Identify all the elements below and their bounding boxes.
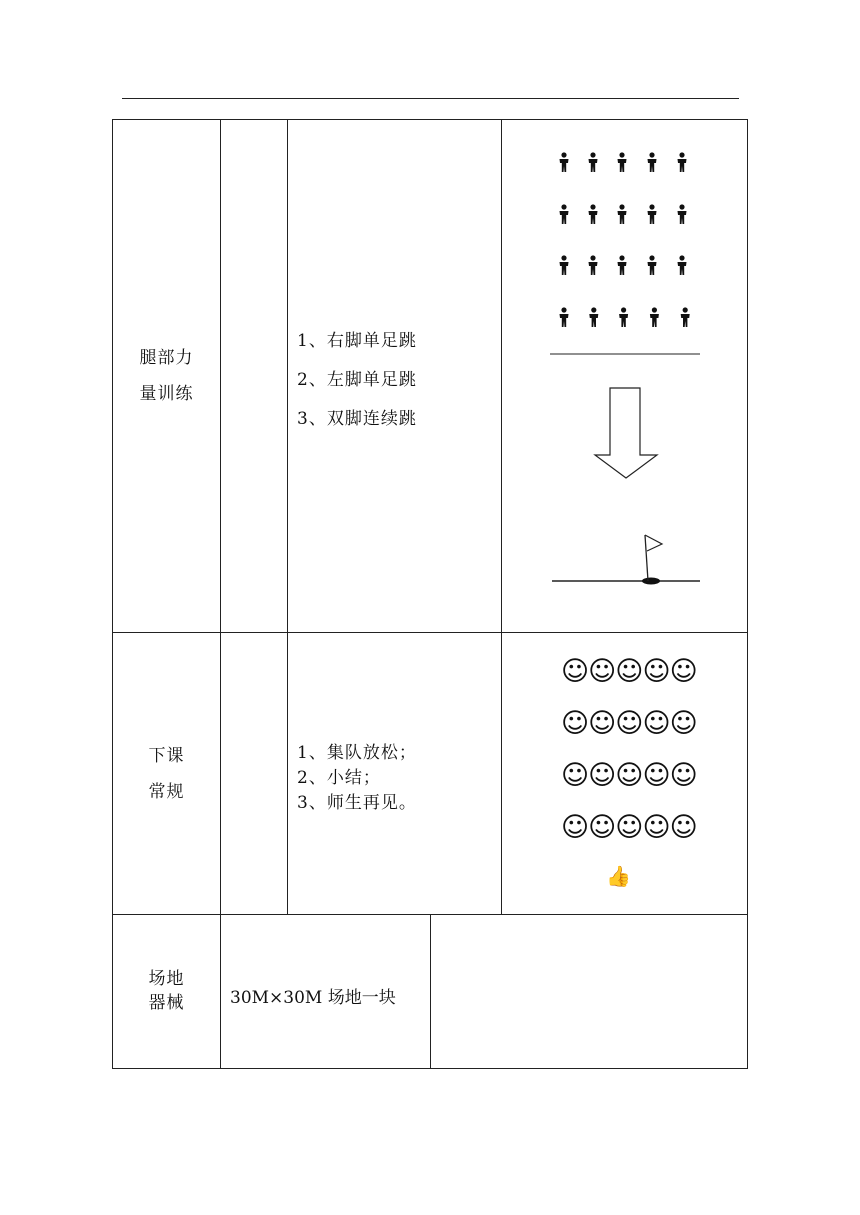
formation-diagram [502,120,748,632]
person-icon [678,255,687,275]
person-icon [678,152,687,172]
person-icon [618,204,627,224]
person-icon [681,307,690,327]
routine-item: 3、师生再见。 [297,793,417,813]
header-rule [122,98,739,99]
exercise-item: 2、左脚单足跳 [297,370,417,390]
marker-hole-icon [642,578,660,585]
person-icon [589,307,598,327]
person-icon [560,307,569,327]
section-label-venue: 场地 器械 [148,969,185,1013]
person-icon [560,204,569,224]
direction-arrow-icon [595,388,657,478]
thumbs-up-icon: 👍 [606,864,631,888]
student-figures [560,152,690,327]
smiley-row-icon: ☺☺☺☺☺ [561,812,697,843]
person-icon [618,152,627,172]
exercise-item: 1、右脚单足跳 [297,331,417,351]
section-label-leg-training: 腿部力 量训练 [139,348,194,404]
person-icon [648,255,657,275]
person-icon [619,307,628,327]
flag-icon [645,535,662,551]
routine-item: 1、集队放松； [297,743,417,763]
person-icon [560,255,569,275]
smiley-row-icon: ☺☺☺☺☺ [561,760,697,791]
person-icon [589,204,598,224]
exercise-item: 3、双脚连续跳 [297,409,417,429]
person-icon [589,255,598,275]
smiley-row-icon: ☺☺☺☺☺ [561,708,697,739]
section-label-class-end: 下课 常规 [148,746,185,802]
person-icon [589,152,598,172]
routine-item: 2、小结； [297,768,381,788]
person-icon [648,204,657,224]
smiley-row-icon: ☺☺☺☺☺ [561,656,697,687]
person-icon [678,204,687,224]
person-icon [618,255,627,275]
venue-text: 30M×30M 场地一块 [230,988,396,1008]
flag-pole [645,535,648,581]
person-icon [648,152,657,172]
person-icon [560,152,569,172]
person-icon [650,307,659,327]
